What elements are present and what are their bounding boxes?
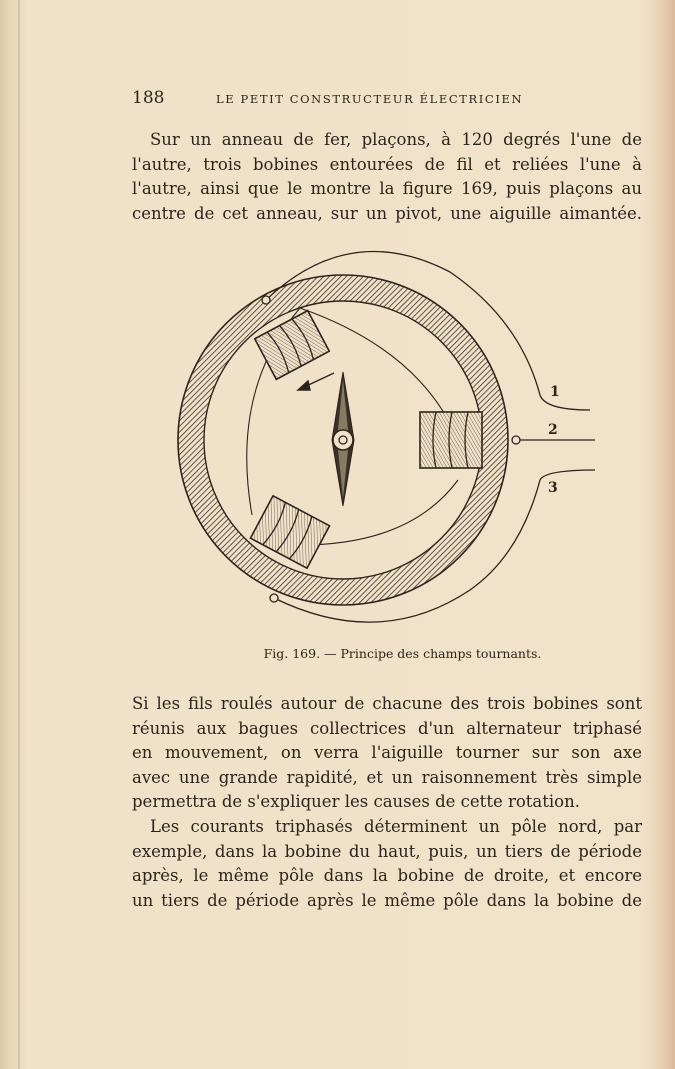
magnetic-needle [332, 372, 354, 506]
text-line: après, le même pôle dans la bobine de droite, et encore [132, 866, 642, 885]
paragraph-1 [132, 128, 642, 226]
text-line: exemple, dans la bobine du haut, puis, un tiers de période [132, 841, 642, 861]
text-line: avec une grande rapidité, et un raisonnement très simple [132, 767, 642, 787]
text-line: Les courants triphasés déterminent un pôle nord, par [150, 817, 642, 836]
terminal-right [512, 436, 520, 444]
paragraph-3 [132, 815, 642, 913]
text-line: l'autre, ainsi que le montre la figure 169, puis plaçons au [132, 179, 642, 198]
rotation-arrow-icon [298, 373, 334, 390]
text-line: centre de cet anneau, sur un pivot, une aiguille aimantée. [132, 203, 642, 223]
page-number: 188 [132, 88, 165, 108]
right-coil [420, 412, 482, 468]
text-line: permettra de s'expliquer les causes de cette rotation. [132, 792, 580, 811]
caption-label: Fig. 169. [263, 646, 321, 661]
text-line: un tiers de période après le même pôle dans la bobine de [132, 890, 642, 910]
running-title: LE PETIT CONSTRUCTEUR ÉLECTRICIEN [216, 92, 524, 106]
text-line: Si les fils roulés autour de chacune des trois bobines sont [132, 694, 642, 713]
text-line: Sur un anneau de fer, plaçons, à 120 degrés l'une de [150, 130, 642, 149]
page-header [132, 88, 642, 112]
wire-label-2: 2 [548, 422, 558, 438]
caption-text: — Principe des champs tournants. [324, 646, 542, 661]
text-line: réunis aux bagues collectrices d'un alternateur triphasé [132, 718, 642, 738]
terminal-top [262, 296, 270, 304]
text-line: en mouvement, on verra l'aiguille tourner sur son axe [132, 743, 642, 762]
figure-caption [0, 646, 675, 661]
terminal-bottom [270, 594, 278, 602]
wire-label-3: 3 [548, 480, 558, 496]
wire-label-1: 1 [550, 384, 560, 400]
paragraph-2 [132, 692, 642, 815]
text-line: l'autre, trois bobines entourées de fil et reliées l'une à [132, 154, 642, 174]
page-gutter-edge [18, 0, 20, 1069]
figure-169-diagram [160, 240, 610, 632]
